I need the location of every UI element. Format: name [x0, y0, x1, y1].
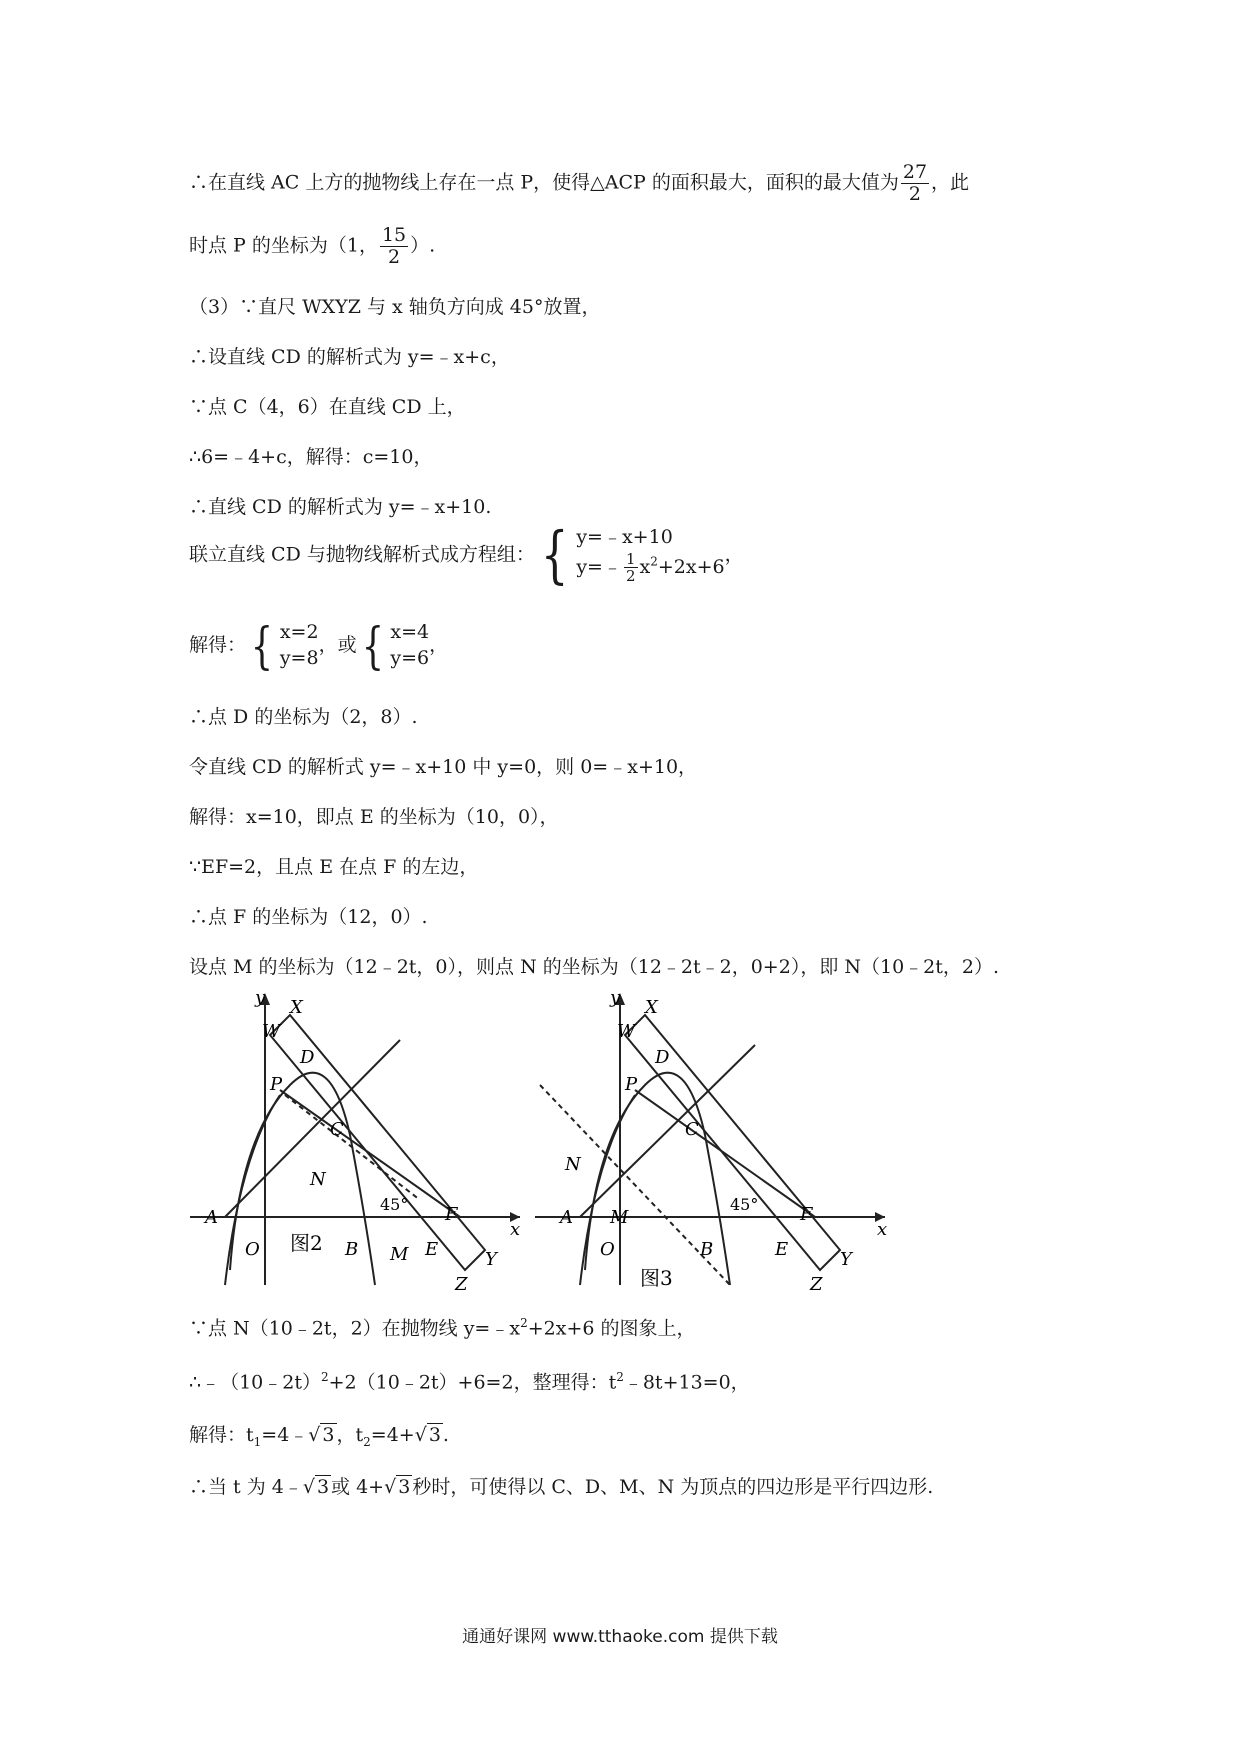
label-d: D: [655, 1047, 670, 1068]
label-c: C: [685, 1119, 699, 1140]
text-line-17: ∴﹣（10﹣2t）$^2$+2（10﹣2t）+6=2，整理得：$t^2﹣8t+13=0$，: [189, 1370, 750, 1394]
label-o: O: [600, 1239, 615, 1260]
text-line-11: 令直线 CD 的解析式 y=﹣x+10 中 y=0，则 0=﹣x+10，: [189, 756, 698, 778]
line-ac: [580, 1045, 755, 1217]
text-line-12: 解得：x=10，即点 E 的坐标为（10，0），: [189, 806, 559, 828]
figure-3: [535, 985, 895, 1295]
label-o: O: [245, 1239, 260, 1260]
text-line-13: ∵EF=2，且点 E 在点 F 的左边，: [189, 856, 479, 878]
text-line-14: ∴点 F 的坐标为（12，0）.: [189, 906, 428, 928]
label-y-point: Y: [485, 1249, 497, 1270]
angle-label: 45°: [730, 1195, 759, 1214]
label-y: y: [610, 987, 621, 1008]
fraction-27-2: $\frac{27}{2}$: [902, 161, 928, 205]
label-p: P: [270, 1074, 283, 1095]
sqrt-symbol: √ 3: [384, 1476, 411, 1498]
text-line-3: （3）∵直尺 WXYZ 与 x 轴负方向成 45°放置，: [189, 296, 601, 318]
left-brace: {: [250, 616, 274, 675]
label-d: D: [300, 1047, 315, 1068]
label-z: Z: [455, 1274, 468, 1295]
label-m: M: [390, 1244, 409, 1265]
text-line-2: 时点 P 的坐标为（1， $\frac{15}{2}$ ）.: [189, 224, 436, 268]
label-x: x: [510, 1219, 521, 1240]
label-a: A: [205, 1207, 218, 1228]
text-line-7: ∴直线 CD 的解析式为 y=﹣x+10.: [189, 496, 492, 518]
label-w: W: [617, 1021, 636, 1042]
label-p: P: [625, 1074, 638, 1095]
text-line-10: ∴点 D 的坐标为（2，8）.: [189, 706, 418, 728]
label-w: W: [262, 1021, 281, 1042]
label-a: A: [560, 1207, 573, 1228]
label-n: N: [310, 1169, 326, 1190]
left-brace: {: [361, 616, 384, 675]
label-n: N: [565, 1154, 581, 1175]
label-x-point: X: [645, 997, 658, 1018]
text-line-6: ∴6=﹣4+c，解得：c=10，: [189, 446, 433, 468]
text-line-4: ∴设直线 CD 的解析式为 y=﹣x+c，: [189, 346, 510, 368]
page-footer: 通通好课网 www.tthaoke.com 提供下载: [462, 1627, 778, 1647]
text-line-16: ∵点 N（10﹣2t，2）在抛物线 $y=﹣x^2+2x+6$ 的图象上，: [189, 1316, 696, 1340]
label-c: C: [330, 1119, 344, 1140]
solution-line: 解得：{ x=2 y=8 ，或{ x=4 y=6 ，: [189, 616, 449, 675]
label-b: B: [345, 1239, 359, 1260]
label-e: E: [425, 1239, 439, 1260]
sqrt-symbol: √ 3: [308, 1424, 335, 1446]
equation-system-line: 联立直线 CD 与抛物线解析式成方程组：{ y=﹣x+10 y=﹣ $\frac{1}{2}$ $x^2+2x+6$ ，: [189, 518, 744, 591]
solution-system-1: x=2 y=8: [279, 621, 319, 669]
label-f: F: [445, 1204, 458, 1225]
solution-system-2: x=4 y=6: [390, 621, 430, 669]
sqrt-symbol: √ 3: [302, 1476, 330, 1498]
label-x-point: X: [290, 997, 303, 1018]
fraction-15-2: $\frac{15}{2}$: [381, 224, 407, 268]
label-y: y: [255, 987, 266, 1008]
label-y-point: Y: [840, 1249, 852, 1270]
left-brace: {: [540, 518, 569, 591]
text-line-18: 解得：$t_1=4﹣√$ 3 ，$t_2=4+√$ 3 .: [189, 1424, 449, 1449]
label-f: F: [800, 1204, 813, 1225]
equation-system: y=﹣x+10 y=﹣ $\frac{1}{2}$ $x^2+2x+6$: [576, 526, 725, 586]
sqrt-symbol: √ 3: [414, 1424, 441, 1446]
text-line-1: ∴在直线 AC 上方的抛物线上存在一点 P，使得△ACP 的面积最大，面积的最大值为 $\frac{27}{2}$ ，此: [189, 161, 970, 205]
label-z: Z: [810, 1274, 823, 1295]
line-pf: [280, 1090, 460, 1217]
text-line-15: 设点 M 的坐标为（12﹣2t，0），则点 N 的坐标为（12﹣2t﹣2，0+2），即 N（10﹣2t，2）.: [189, 956, 1000, 978]
fraction-1-2: $\frac{1}{2}$: [625, 549, 636, 586]
figure-3-caption: 图3: [640, 1266, 673, 1290]
label-x: x: [877, 1219, 888, 1240]
angle-label: 45°: [380, 1195, 409, 1214]
label-m: M: [610, 1207, 629, 1228]
text-line-5: ∵点 C（4，6）在直线 CD 上，: [189, 396, 466, 418]
label-e: E: [775, 1239, 789, 1260]
label-b: B: [700, 1239, 714, 1260]
line-pf: [635, 1090, 815, 1217]
figure-2: [190, 985, 530, 1295]
figure-2-caption: 图2: [290, 1231, 323, 1255]
text-line-19: ∴当 t 为 4﹣√ 3 或 4+√ 3 秒时，可使得以 C、D、M、N 为顶点的四边形是平行四边形.: [189, 1476, 934, 1498]
